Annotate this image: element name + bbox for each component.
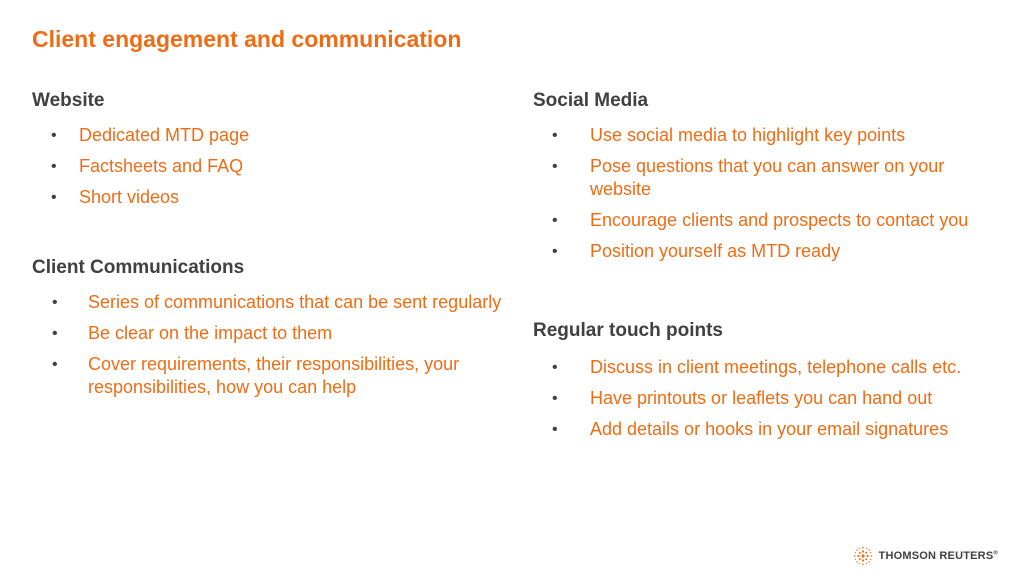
bullet-icon: • — [552, 158, 558, 175]
list-item: • Factsheets and FAQ — [51, 156, 244, 176]
section-heading-client-communications: Client Communications — [32, 257, 245, 278]
bullet-list-social-media — [533, 124, 993, 263]
bullet-icon: • — [51, 127, 57, 144]
bullet-icon: • — [52, 294, 58, 311]
list-item: • Series of communications that can be sent regularly — [52, 292, 502, 312]
section-regular-touch-points — [533, 320, 1003, 449]
bullet-icon: • — [51, 189, 57, 206]
list-item: • Encourage clients and prospects to contact you — [552, 210, 969, 230]
bullet-icon: • — [552, 127, 558, 144]
list-item: • Have printouts or leaflets you can hand out — [552, 388, 933, 408]
bullet-list-website — [32, 124, 492, 209]
list-item: • Dedicated MTD page — [51, 125, 250, 145]
list-item: • Position yourself as MTD ready — [552, 241, 841, 261]
list-item: • Add details or hooks in your email signatures — [552, 419, 949, 439]
bullet-icon: • — [552, 390, 558, 407]
bullet-icon: • — [552, 243, 558, 260]
bullet-list-client-communications — [32, 291, 502, 399]
bullet-icon: • — [52, 325, 58, 342]
bullet-icon: • — [552, 212, 558, 229]
list-item: • Use social media to highlight key points — [552, 125, 906, 145]
slide-title: Client engagement and communication — [32, 26, 462, 52]
list-item: • Be clear on the impact to them — [52, 323, 333, 343]
bullet-icon: • — [552, 359, 558, 376]
list-item: • Cover requirements, their responsibilities, your responsibilities, how you can help — [52, 354, 460, 397]
list-item: • Pose questions that you can answer on your website — [552, 156, 945, 199]
bullet-list-regular-touch-points — [533, 356, 1003, 441]
section-website — [32, 90, 492, 217]
list-item: • Short videos — [51, 187, 180, 207]
section-heading-regular-touch-points: Regular touch points — [533, 320, 723, 341]
section-heading-social-media: Social Media — [533, 90, 649, 111]
list-item: • Discuss in client meetings, telephone calls etc. — [552, 357, 962, 377]
thomson-reuters-logo — [853, 546, 998, 566]
thomson-reuters-dot-sphere-icon — [853, 546, 873, 566]
section-social-media — [533, 90, 993, 271]
logo-text: THOMSON REUTERS® — [878, 550, 998, 562]
bullet-icon: • — [552, 421, 558, 438]
bullet-icon: • — [52, 356, 58, 373]
section-heading-website: Website — [32, 90, 105, 111]
section-client-communications — [32, 257, 502, 407]
bullet-icon: • — [51, 158, 57, 175]
